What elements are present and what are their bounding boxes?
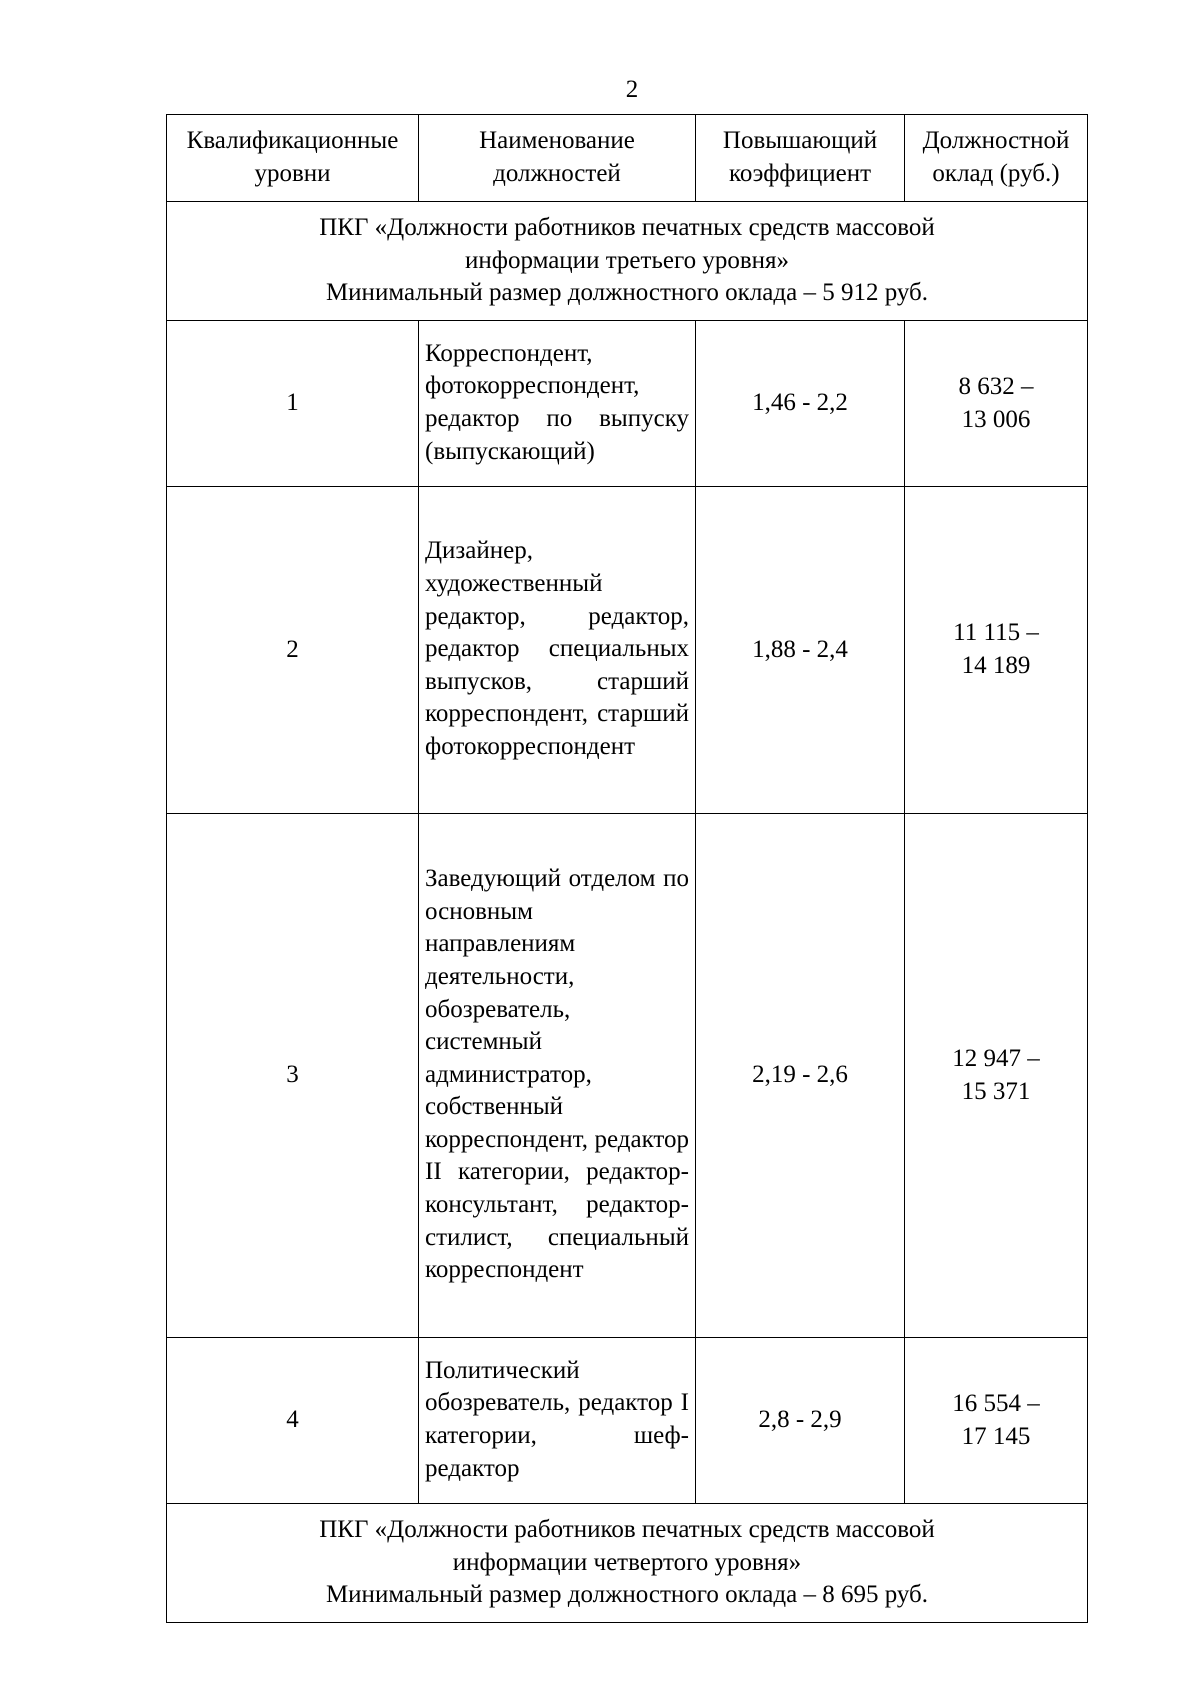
section-line: информации третьего уровня» xyxy=(464,246,790,274)
level-cell: 3 xyxy=(167,814,419,1338)
header-coefficient xyxy=(696,115,905,202)
section-row-fourth-level xyxy=(167,1504,1088,1623)
header-line: уровни xyxy=(254,160,331,187)
positions-cell: Политический обозреватель, редактор I категории, шеф-редактор xyxy=(419,1338,696,1504)
header-position-names xyxy=(419,115,696,202)
salary-max: 14 189 xyxy=(961,652,1031,679)
salary-max: 13 006 xyxy=(961,405,1031,433)
coefficient-cell: 1,46 - 2,2 xyxy=(696,321,905,487)
header-line: оклад (руб.) xyxy=(932,160,1060,187)
positions-cell: Корреспондент, фотокорреспондент, редактор по выпуску (выпускающий) xyxy=(419,321,696,487)
table-row xyxy=(167,814,1088,1338)
section-line: Минимальный размер должностного оклада – 8 695 руб. xyxy=(325,1581,929,1609)
positions-cell: Дизайнер, художественный редактор, редактор, редактор специальных выпусков, старший корреспондент, старший фотокорреспондент xyxy=(419,487,696,814)
salary-max: 15 371 xyxy=(961,1077,1031,1105)
section-line: Минимальный размер должностного оклада – 5 912 руб. xyxy=(325,279,929,307)
section-title-third-level xyxy=(167,202,1088,321)
header-line: Наименование xyxy=(479,127,635,155)
table-row xyxy=(167,1338,1088,1504)
section-line: ПКГ «Должности работников печатных средств массовой xyxy=(319,1516,935,1544)
section-line: ПКГ «Должности работников печатных средств массовой xyxy=(319,214,935,242)
level-cell: 2 xyxy=(167,487,419,814)
salary-min: 12 947 – xyxy=(952,1044,1040,1072)
section-row-third-level xyxy=(167,202,1088,321)
coefficient-cell: 2,8 - 2,9 xyxy=(696,1338,905,1504)
table-row xyxy=(167,487,1088,814)
salary-cell xyxy=(905,1338,1088,1504)
salary-cell xyxy=(905,814,1088,1338)
coefficient-cell: 2,19 - 2,6 xyxy=(696,814,905,1338)
salary-min: 16 554 – xyxy=(952,1389,1040,1417)
table-row xyxy=(167,321,1088,487)
table-header-row xyxy=(167,115,1088,202)
salary-min: 8 632 – xyxy=(958,372,1034,400)
header-qualification-levels xyxy=(167,115,419,202)
level-cell: 1 xyxy=(167,321,419,487)
section-line: информации четвертого уровня» xyxy=(452,1548,802,1576)
header-line: коэффициент xyxy=(728,160,872,187)
salary-max: 17 145 xyxy=(961,1422,1031,1450)
salary-table xyxy=(166,114,1088,1623)
coefficient-cell: 1,88 - 2,4 xyxy=(696,487,905,814)
salary-cell xyxy=(905,321,1088,487)
positions-cell: Заведующий отделом по основным направлениям деятельности, обозреватель, системный администратор, собственный корреспондент, редактор II категории, редактор-консультант, редактор-стилист, специальный корреспондент xyxy=(419,814,696,1338)
header-line: должностей xyxy=(493,160,621,187)
page-number: 2 xyxy=(625,76,639,103)
salary-min: 11 115 – xyxy=(953,619,1039,647)
section-title-fourth-level xyxy=(167,1504,1088,1623)
salary-cell xyxy=(905,487,1088,814)
header-line: Квалификационные xyxy=(186,127,399,155)
level-cell: 4 xyxy=(167,1338,419,1504)
header-salary xyxy=(905,115,1088,202)
header-line: Должностной xyxy=(922,127,1070,155)
header-line: Повышающий xyxy=(722,127,878,155)
